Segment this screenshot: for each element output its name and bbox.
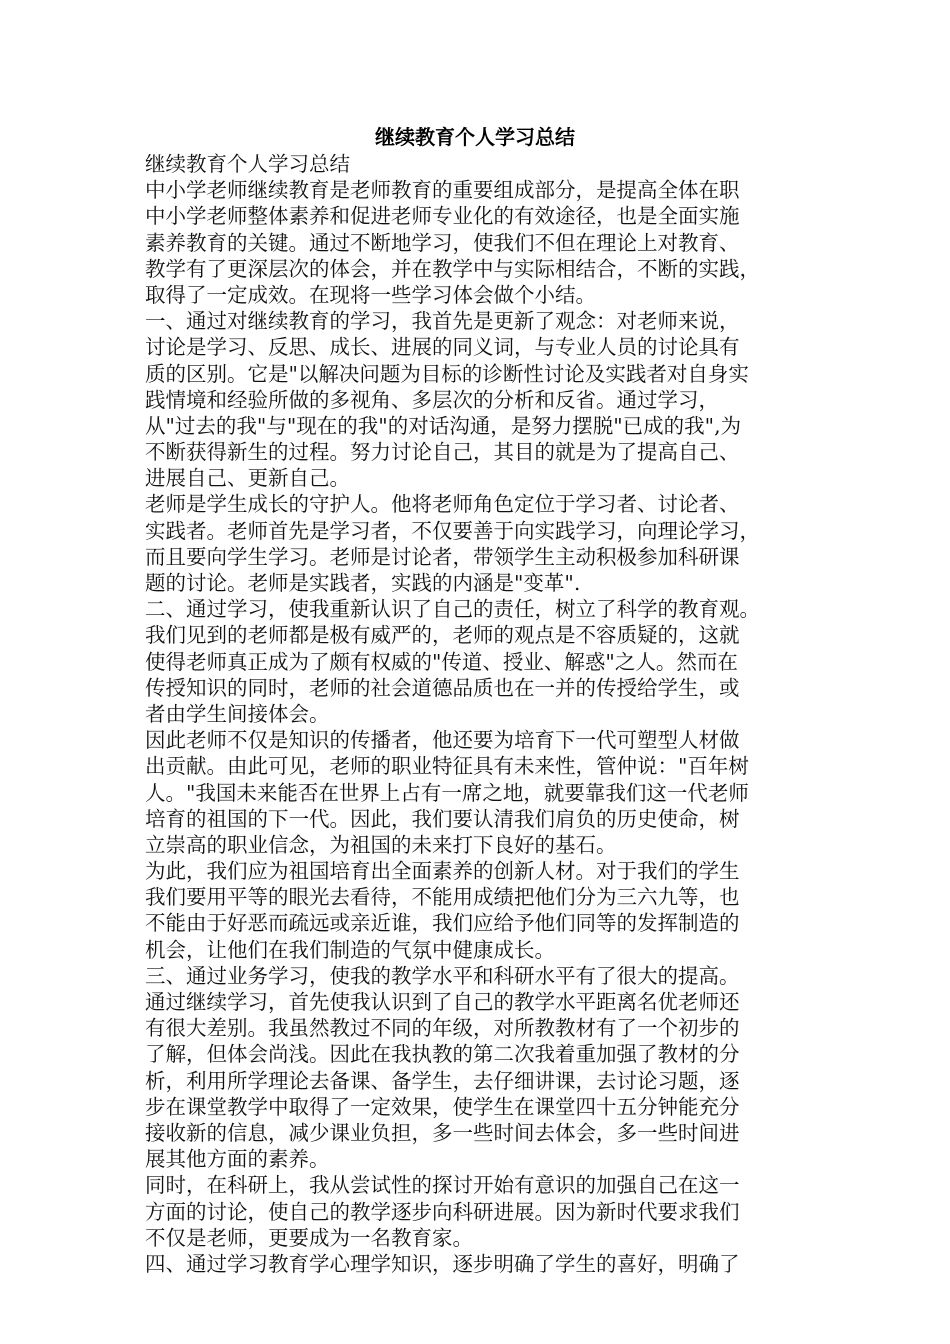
body-text-line: 了解，但体会尚浅。因此在我执教的第二次我着重加强了教材的分 [145,1042,740,1067]
body-text-line: 析，利用所学理论去备课、备学生，去仔细讲课，去讨论习题，逐 [145,1068,740,1093]
body-text-line: 三、通过业务学习，使我的教学水平和科研水平有了很大的提高。 [145,963,740,988]
body-text-line: 质的区别。它是"以解决问题为目标的诊断性讨论及实践者对自身实 [145,361,749,386]
body-text-line: 为此，我们应为祖国培育出全面素养的创新人材。对于我们的学生 [145,859,740,884]
body-text-line: 四、通过学习教育学心理学知识，逐步明确了学生的喜好，明确了 [145,1251,740,1276]
body-text-line: 培育的祖国的下一代。因此，我们要认清我们肩负的历史使命，树 [145,806,740,831]
body-text-line: 践情境和经验所做的多视角、多层次的分析和反省。通过学习， [145,387,719,412]
body-text-line: 步在课堂教学中取得了一定效果，使学生在课堂四十五分钟能充分 [145,1094,740,1119]
body-text-line: 继续教育个人学习总结 [145,152,350,176]
body-text-line: 同时，在科研上，我从尝试性的探讨开始有意识的加强自己在这一 [145,1173,740,1198]
body-text-line: 因此老师不仅是知识的传播者，他还要为培育下一代可塑型人材做 [145,728,740,753]
body-text-line: 素养教育的关键。通过不断地学习，使我们不但在理论上对教育、 [145,230,740,255]
body-text-line: 出贡献。由此可见，老师的职业特征具有未来性，管仲说："百年树 [145,754,749,779]
body-text-line: 讨论是学习、反思、成长、进展的同义词，与专业人员的讨论具有 [145,335,740,360]
body-text-line: 使得老师真正成为了颇有权威的"传道、授业、解惑"之人。然而在 [145,649,738,674]
body-text-line: 进展自己、更新自己。 [145,466,350,491]
body-text-line: 题的讨论。老师是实践者，实践的内涵是"变革". [145,571,581,595]
body-text-line: 从"过去的我"与"现在的我"的对话沟通，是努力摆脱"已成的我",为 [145,413,742,438]
body-text-line: 一、通过对继续教育的学习，我首先是更新了观念：对老师来说， [145,309,740,334]
body-text-line: 机会，让他们在我们制造的气氛中健康成长。 [145,937,555,962]
document-title: 继续教育个人学习总结 [375,125,575,149]
body-text-line: 我们见到的老师都是极有威严的，老师的观点是不容质疑的，这就 [145,623,740,648]
body-text-line: 人。"我国未来能否在世界上占有一席之地，就要靠我们这一代老师 [145,780,749,805]
body-text-line: 老师是学生成长的守护人。他将老师角色定位于学习者、讨论者、 [145,492,740,517]
body-text-line: 教学有了更深层次的体会，并在教学中与实际相结合，不断的实践， [145,256,760,281]
document-body [145,151,805,1277]
body-text-line: 方面的讨论，使自己的教学逐步向科研进展。因为新时代要求我们 [145,1199,740,1224]
body-text-line: 立崇高的职业信念，为祖国的未来打下良好的基石。 [145,832,617,857]
body-text-line: 传授知识的同时，老师的社会道德品质也在一并的传授给学生，或 [145,675,740,700]
body-text-line: 而且要向学生学习。老师是讨论者，带领学生主动积极参加科研课 [145,544,740,569]
body-text-line: 不仅是老师，更要成为一名教育家。 [145,1225,473,1250]
body-text-line: 中小学老师整体素养和促进老师专业化的有效途径，也是全面实施 [145,204,740,229]
body-text-line: 我们要用平等的眼光去看待，不能用成绩把他们分为三六九等，也 [145,885,740,910]
body-text-line: 中小学老师继续教育是老师教育的重要组成部分，是提高全体在职 [145,178,740,203]
body-text-line: 实践者。老师首先是学习者，不仅要善于向实践学习，向理论学习， [145,518,760,543]
body-text-line: 者由学生间接体会。 [145,701,330,726]
body-text-line: 二、通过学习，使我重新认识了自己的责任，树立了科学的教育观。 [145,597,760,622]
body-text-line: 接收新的信息，减少课业负担，多一些时间去体会，多一些时间进 [145,1120,740,1145]
body-text-line: 不能由于好恶而疏远或亲近谁，我们应给予他们同等的发挥制造的 [145,911,740,936]
body-text-line: 有很大差别。我虽然教过不同的年级，对所教教材有了一个初步的 [145,1016,740,1041]
body-text-line: 通过继续学习，首先使我认识到了自己的教学水平距离名优老师还 [145,990,740,1014]
body-text-line: 不断获得新生的过程。努力讨论自己，其目的就是为了提高自己、 [145,440,740,465]
body-text-line: 展其他方面的素养。 [145,1147,330,1172]
body-text-line: 取得了一定成效。在现将一些学习体会做个小结。 [145,282,596,307]
